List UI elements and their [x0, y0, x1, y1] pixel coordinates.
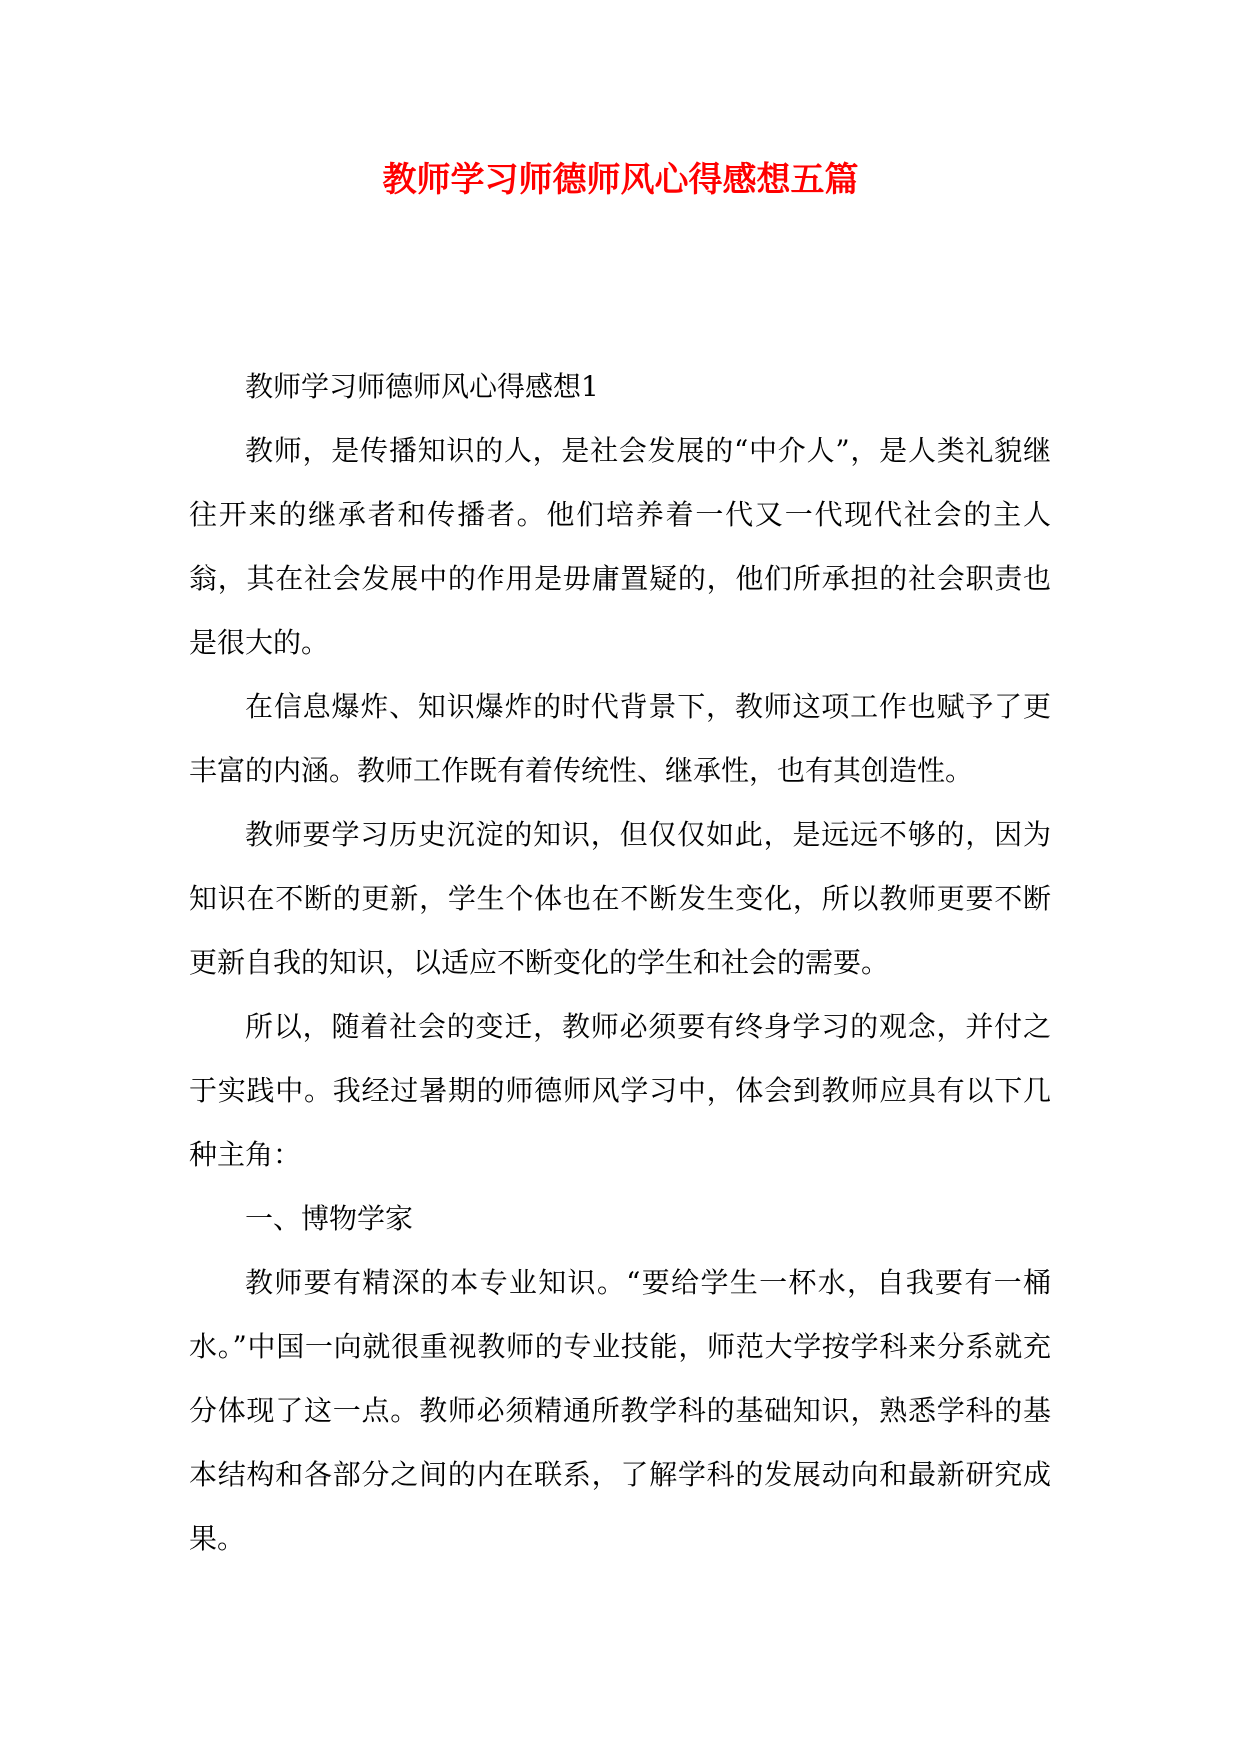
paragraph: 教师要学习历史沉淀的知识，但仅仅如此，是远远不够的，因为知识在不断的更新，学生个体也在不断发生变化，所以教师更要不断更新自我的知识，以适应不断变化的学生和社会的需要。: [189, 818, 1051, 979]
subsection-heading: 一、博物学家: [245, 1202, 414, 1235]
document-body: [189, 355, 1051, 1571]
section-heading: 教师学习师德师风心得感想1: [245, 370, 599, 403]
paragraph: 在信息爆炸、知识爆炸的时代背景下，教师这项工作也赋予了更丰富的内涵。教师工作既有着传统性、继承性，也有其创造性。: [189, 690, 1051, 787]
paragraph: 教师要有精深的本专业知识。“要给学生一杯水，自我要有一桶水。”中国一向就很重视教师的专业技能，师范大学按学科来分系就充分体现了这一点。教师必须精通所教学科的基础知识，熟悉学科的基本结构和各部分之间的内在联系，了解学科的发展动向和最新研究成果。: [189, 1266, 1051, 1555]
paragraph: 教师，是传播知识的人，是社会发展的“中介人”，是人类礼貌继往开来的继承者和传播者。他们培养着一代又一代现代社会的主人翁，其在社会发展中的作用是毋庸置疑的，他们所承担的社会职责也是很大的。: [189, 434, 1051, 659]
paragraph: 所以，随着社会的变迁，教师必须要有终身学习的观念，并付之于实践中。我经过暑期的师德师风学习中，体会到教师应具有以下几种主角：: [189, 1010, 1051, 1171]
document-title: 教师学习师德师风心得感想五篇: [382, 160, 859, 200]
